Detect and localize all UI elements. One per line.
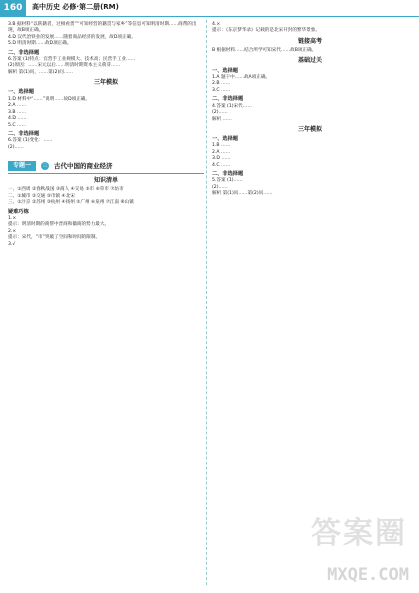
answer-text: (2)…… <box>212 110 228 116</box>
answer-text: 1.A 题干中……故A项正确。 <box>212 74 271 80</box>
tip-text: 2.× <box>8 228 17 234</box>
answer-text: 5.C …… <box>8 122 27 128</box>
section-title: 三年模拟 <box>93 79 118 87</box>
tip-text: 3.√ <box>8 241 16 247</box>
page-number: 160 <box>0 0 26 16</box>
subheading: 二、非选择题 <box>8 49 40 56</box>
section-title: 知识清单 <box>93 177 118 185</box>
answer-text: 4.C …… <box>212 162 231 168</box>
header-rule <box>0 16 419 17</box>
left-column <box>8 22 204 248</box>
watermark-url: MXQE.COM <box>327 565 409 585</box>
topic-banner <box>8 159 204 174</box>
answer-text: (2)…… <box>8 144 24 150</box>
section-title: 链接高考 <box>297 37 322 45</box>
page-header <box>0 0 419 16</box>
answer-text: 1.D 材料中“……”说明……故D项正确。 <box>8 96 90 102</box>
subheading: 疑难巧练 <box>8 208 29 215</box>
section-title: 基础过关 <box>297 57 322 65</box>
answer-text: 4.D …… <box>8 116 27 122</box>
subheading: 一、选择题 <box>212 136 238 143</box>
subheading: 一、选择题 <box>212 67 238 74</box>
tip-text: 提示：明清时期的商帮中晋商和徽商的势力最大。 <box>8 222 110 228</box>
answer-text: 6.答案 (1)变化：…… <box>8 138 53 144</box>
answer-text: 3.D …… <box>212 156 231 162</box>
answer-text: 3.B …… <box>8 109 27 115</box>
section-title: 三年模拟 <box>297 125 322 133</box>
answer-text: 解析 …… <box>212 116 232 122</box>
topic-label: 专题一 <box>8 161 36 171</box>
answer-text: B 根据材料……结合所学可知宋代……故B项正确。 <box>212 48 317 54</box>
answer-text: 2.A …… <box>212 149 231 155</box>
tip-text: 提示：宋代，“市”突破了空间和时间的限制。 <box>8 235 101 241</box>
answer-text: 3.C …… <box>212 87 231 93</box>
answer-text: 2.A …… <box>8 103 27 109</box>
paragraph: 3.B 据材料“以陕籍者，过相看货”“可知经营的籍贯与家乡”等信息可知明清时期……商帮的出现，故B项正确。 <box>8 22 197 34</box>
paragraph: 4.D 汉代冶铁业的发展……随着商品经济的发展，故D项正确。 <box>8 34 136 40</box>
tip-text: 1.× <box>8 215 17 221</box>
subheading: 一、选择题 <box>8 89 34 96</box>
watermark-logo: 答案圈 <box>311 516 407 551</box>
paragraph: 5.D 明清时期……故D项正确。 <box>8 41 72 47</box>
subheading: 二、非选择题 <box>212 171 244 178</box>
answer-text: (2)…… <box>212 184 228 190</box>
topic-title: 古代中国的商业经济 <box>54 161 113 170</box>
answer-text: 解析 第(1)问，……第(2)问…… <box>8 69 74 75</box>
answer-text: (2)原因：……宋元以后……明清时期资本主义萌芽…… <box>8 63 121 69</box>
list-item: 三、①汴京 ②苏州 ③杭州 ④扬州 ⑤广州 ⑥泉州 ⑦江南 ⑧山镇 <box>8 200 134 206</box>
answer-text: 解析 第(1)问……第(2)问…… <box>212 191 273 197</box>
book-title: 高中历史 必修·第二册(RM) <box>32 3 119 11</box>
answer-text: 5.答案 (1)…… <box>212 178 243 184</box>
subheading: 二、非选择题 <box>212 96 244 103</box>
answer-text: 2.B …… <box>212 81 231 87</box>
answer-text: 1.B …… <box>212 143 231 149</box>
tip-text: 提示：《东京梦华录》记载的是北宋开封的繁华景象。 <box>212 28 320 34</box>
column-divider <box>206 20 207 585</box>
list-item: 二、①城市 ②交通 ③市镇 ④北宋 <box>8 193 75 199</box>
answer-text: 6.答案 (1)特点：官营手工业规模大、技术高；民营手工业…… <box>8 56 136 62</box>
subheading: 二、非选择题 <box>8 130 40 137</box>
watermark <box>298 502 413 587</box>
right-column <box>212 22 408 198</box>
topic-index: 三 <box>42 163 48 170</box>
tip-text: 4.× <box>212 22 221 27</box>
list-item: 一、①西周 ②春秋战国 ③商人 ④交易 ⑤市 ⑥草市 ⑦坊市 <box>8 187 124 193</box>
answer-text: 4.答案 (1)宋代…… <box>212 103 252 109</box>
